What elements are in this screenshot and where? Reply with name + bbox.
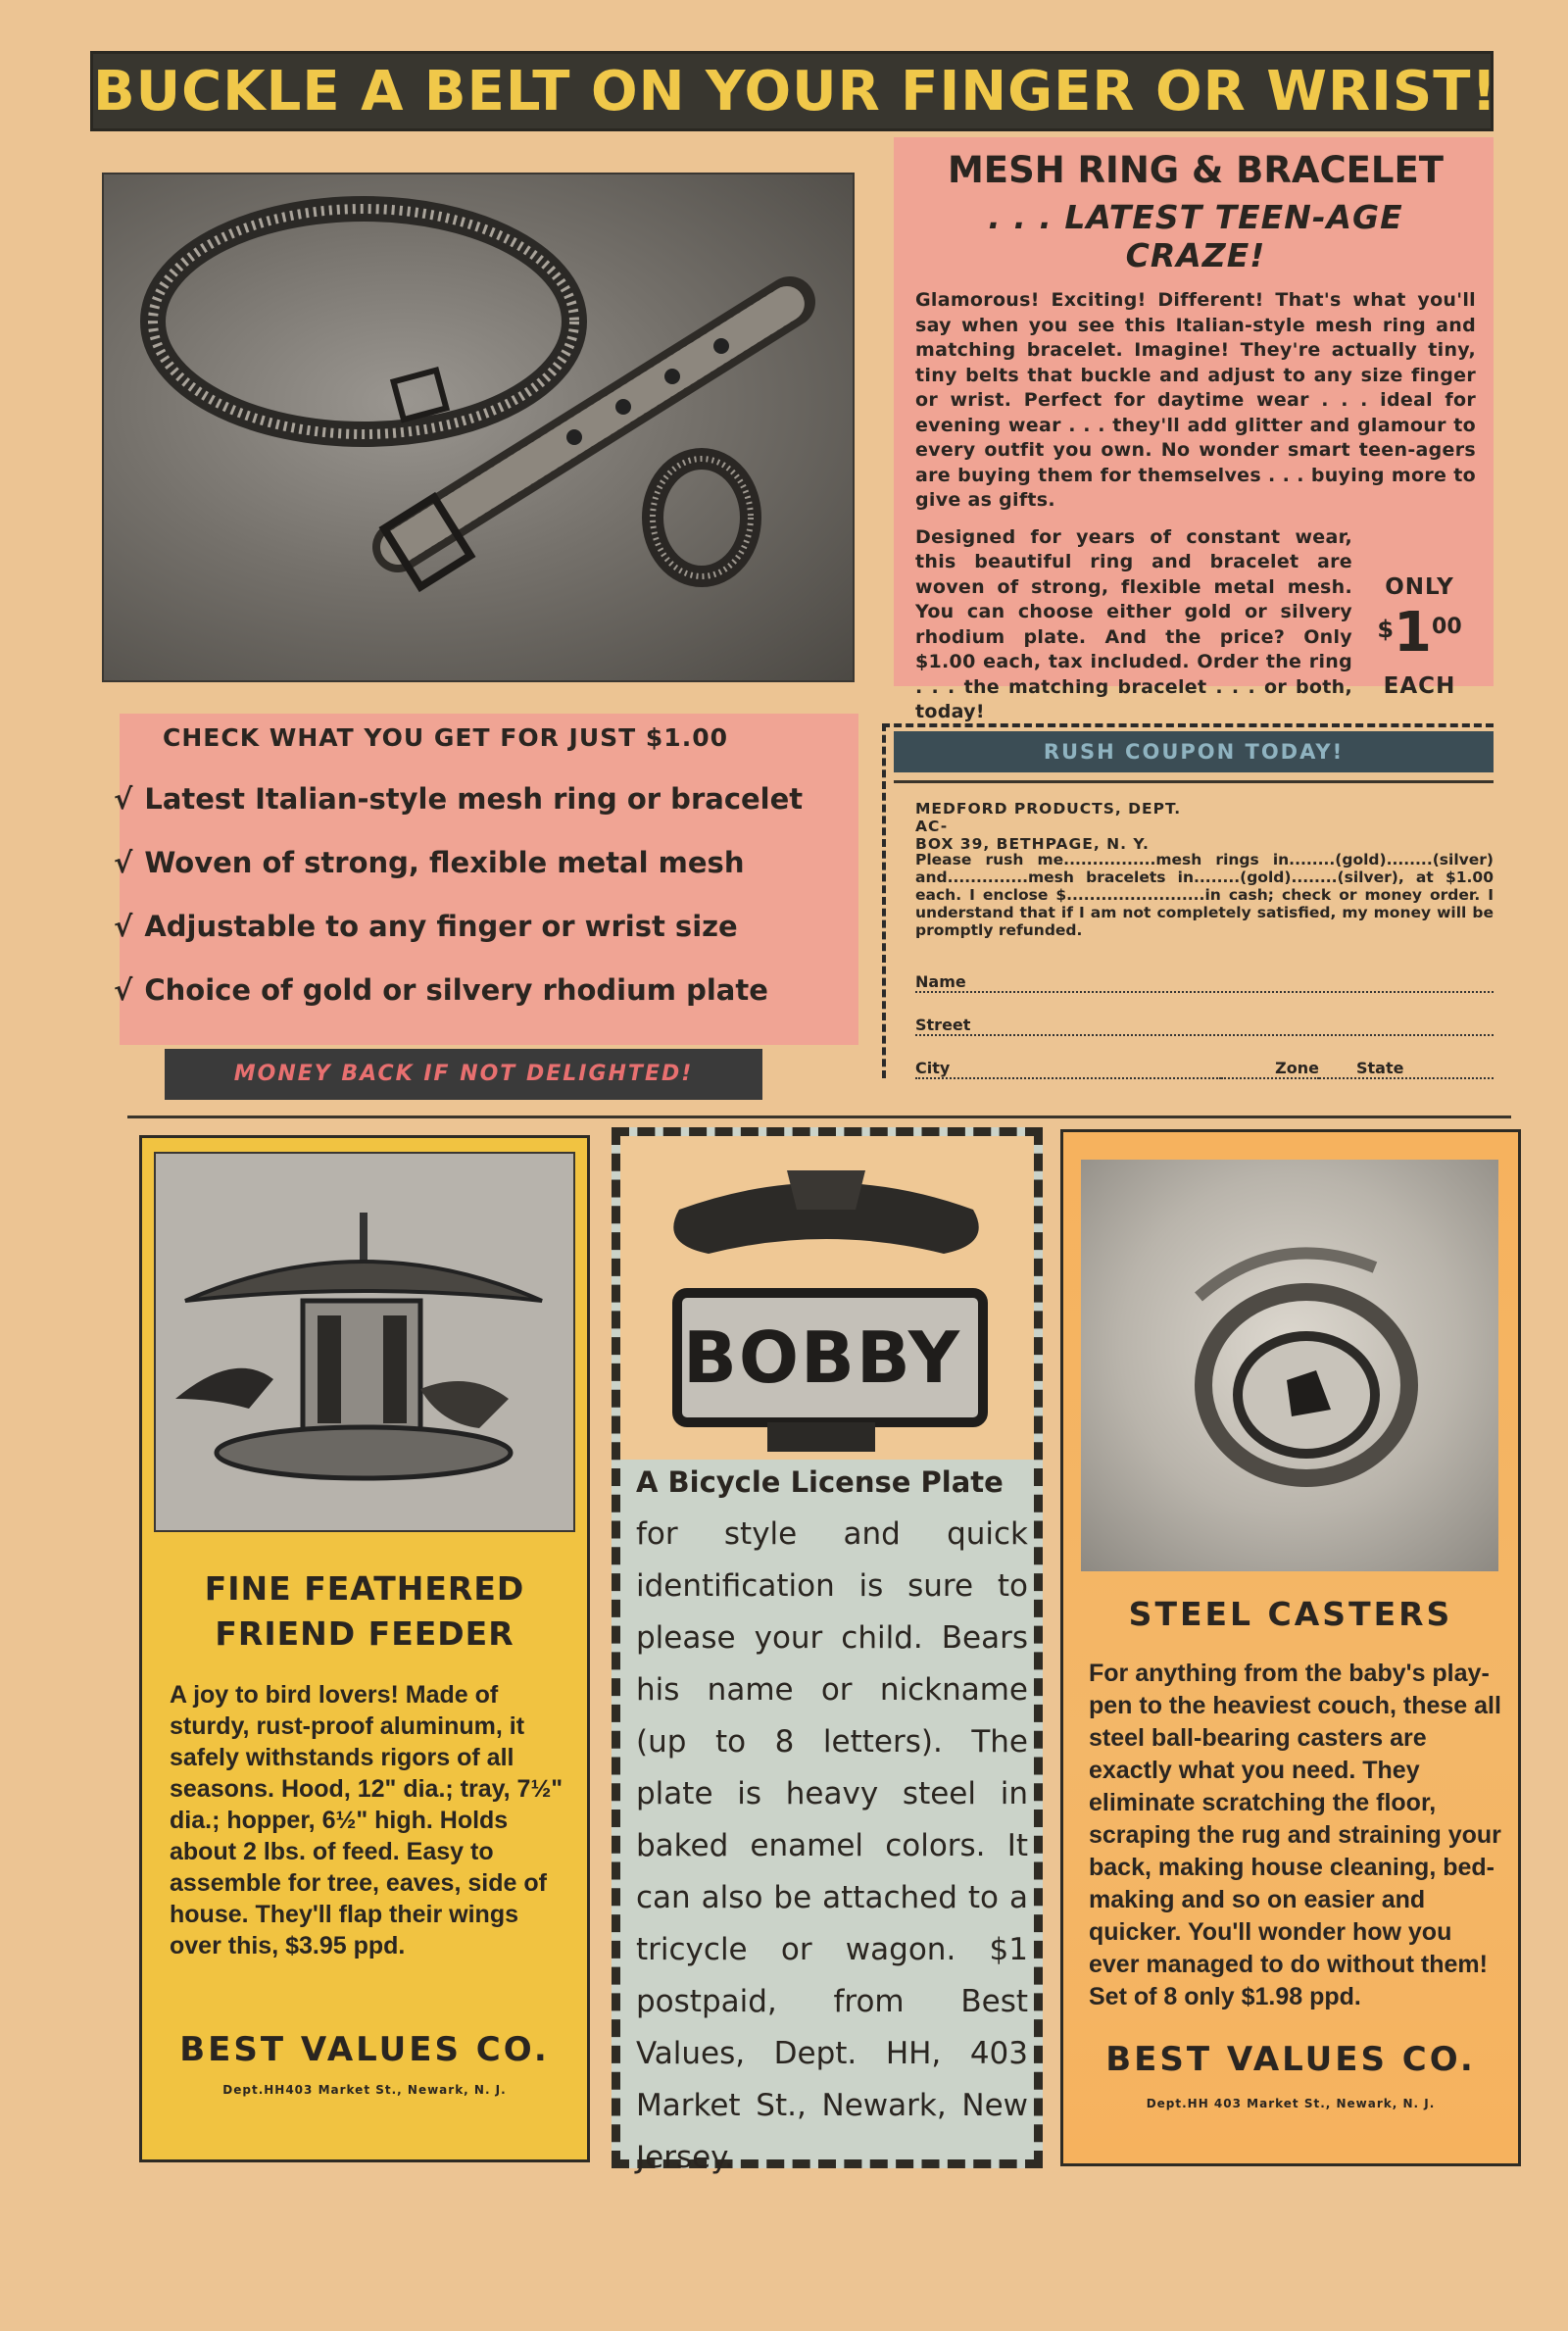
bird-feeder-ad: [139, 1135, 590, 2162]
feeder-description: A joy to bird lovers! Made of sturdy, rust-proof aluminum, it safely withstands rigors of all seasons. Hood, 12" dia.; tray, 7½" dia.; hopper, 6½" high. Holds about 2 lbs. of feed. Easy to assemble for tree, eaves, side of house. They'll flap their wings over this, $3.95 ppd.: [170, 1681, 564, 1959]
mesh-ring-paragraph-2: Designed for years of constant wear, this beautiful ring and bracelet are woven of strong, flexible metal mesh. You can choose either gold or silvery rhodium plate. And the price? Only $1.00 each, tax included. Order the ring . . . the matching bracelet . . . or both, today!: [915, 525, 1352, 722]
checklist-title: CHECK WHAT YOU GET FOR JUST $1.00: [163, 723, 728, 752]
casters-address: Dept.HH 403 Market St., Newark, N. J.: [1146, 2097, 1436, 2110]
check-mark-icon: √: [114, 910, 133, 943]
casters-title: STEEL CASTERS: [1128, 1595, 1453, 1633]
price-each-label: EACH: [1383, 672, 1456, 699]
coupon-header: RUSH COUPON TODAY!: [894, 731, 1494, 772]
feeder-title-line-1: FINE FEATHERED: [204, 1569, 525, 1608]
mesh-ring-copy-block: [894, 137, 1494, 722]
bicycle-plate-illustration: [620, 1136, 1034, 1460]
caster-illustration: [1081, 1160, 1498, 1571]
check-mark-icon: √: [114, 846, 133, 879]
checklist-item-text: Latest Italian-style mesh ring or bracelet: [144, 782, 804, 816]
price-only-label: ONLY: [1385, 573, 1454, 600]
coupon-address: MEDFORD PRODUCTS, DEPT. AC- BOX 39, BETHPAGE, N. Y.: [915, 800, 1182, 853]
bird-feeder-photo: [154, 1152, 575, 1532]
price-dollar-sign: $: [1377, 615, 1395, 643]
price-amount: [1363, 600, 1476, 673]
coupon-city-label: City: [915, 1059, 951, 1077]
checklist-item: [114, 782, 803, 816]
checklist-item-text: Adjustable to any finger or wrist size: [144, 910, 738, 943]
bicycle-plate-photo: [620, 1136, 1034, 1460]
bicycle-plate-description: for style and quick identification is sure to please your child. Bears his name or nickname (up to 8 letters). The plate is heavy steel in baked enamel colors. It can also be attached to a tricycle or wagon. $1 postpaid, from Best Values, Dept. HH, 403 Market St., Newark, New Jersey.: [636, 1516, 1028, 2175]
feeder-address: Dept.HH403 Market St., Newark, N. J.: [222, 2083, 507, 2097]
bicycle-plate-heading: A Bicycle License Plate: [636, 1465, 1004, 1499]
order-coupon[interactable]: [882, 723, 1494, 1078]
checklist-item-text: Woven of strong, flexible metal mesh: [144, 846, 745, 879]
mesh-ring-subtitle: . . . LATEST TEEN-AGE CRAZE!: [988, 198, 1403, 274]
price-tag: [1363, 574, 1476, 699]
ring-bracelet-illustration: [104, 174, 855, 682]
bicycle-plate-ad: [612, 1127, 1043, 2175]
mesh-ring-paragraph-1: Glamorous! Exciting! Different! That's what you'll say when you see this Italian-style mesh ring and matching bracelet. Imagine! They're actually tiny, tiny belts that buckle and adjust to any size finger or wrist. Perfect for daytime wear . . . ideal for evening wear . . . they'll add glitter and glamour to every outfit you own. No wonder smart teen-agers are buying them for themselves . . . buying more to give as gifts.: [915, 289, 1476, 511]
price-whole: 1: [1394, 600, 1433, 665]
casters-description: For anything from the baby's play-pen to the heaviest couch, these all steel ball-bearing casters are exactly what you need. They eliminate scratching the floor, scraping the rug and straining your back, making house cleaning, bed-making and so on easier and quicker. You'll wonder how you ever managed to do without them! Set of 8 only $1.98 ppd.: [1089, 1660, 1501, 2010]
benefits-checklist: [114, 714, 858, 1045]
coupon-zone-field[interactable]: [1221, 1059, 1319, 1079]
coupon-order-text: Please rush me................mesh rings in........(gold)........(silver) and..............mesh bracelets in........(gold)........(silver), at $1.00 each. I enclose $........................in cash; check or money order. I understand that if I am not completely satisfied, my money will be promptly refunded.: [915, 851, 1494, 939]
coupon-street-field[interactable]: [915, 1016, 1494, 1036]
steel-casters-photo: [1081, 1160, 1498, 1571]
check-mark-icon: √: [114, 782, 133, 816]
coupon-divider: [894, 780, 1494, 783]
checklist-item: [114, 910, 738, 943]
steel-casters-ad: [1060, 1129, 1521, 2166]
coupon-name-field[interactable]: [915, 972, 1494, 993]
ring-bracelet-photo: [102, 173, 855, 682]
money-back-banner: MONEY BACK IF NOT DELIGHTED!: [165, 1049, 762, 1100]
bird-feeder-illustration: [156, 1154, 575, 1532]
checklist-item: [114, 846, 744, 879]
coupon-street-label: Street: [915, 1016, 971, 1034]
casters-company: BEST VALUES CO.: [1105, 2040, 1476, 2079]
feeder-title-line-2: FRIEND FEEDER: [215, 1614, 514, 1653]
checklist-item: [114, 973, 768, 1007]
coupon-city-field[interactable]: [915, 1059, 1221, 1079]
check-mark-icon: √: [114, 973, 133, 1007]
coupon-state-field[interactable]: [1319, 1059, 1494, 1079]
price-cents: 00: [1432, 614, 1462, 639]
coupon-state-label: State: [1356, 1059, 1404, 1077]
checklist-item-text: Choice of gold or silvery rhodium plate: [144, 973, 768, 1007]
license-plate-text: BOBBY: [682, 1316, 962, 1399]
section-divider: [127, 1116, 1511, 1118]
headline-banner: BUCKLE A BELT ON YOUR FINGER OR WRIST!: [90, 51, 1494, 131]
coupon-name-label: Name: [915, 972, 966, 991]
coupon-zone-label: Zone: [1275, 1059, 1319, 1077]
feeder-company: BEST VALUES CO.: [179, 2030, 550, 2069]
mesh-ring-title: MESH RING & BRACELET: [947, 149, 1445, 191]
